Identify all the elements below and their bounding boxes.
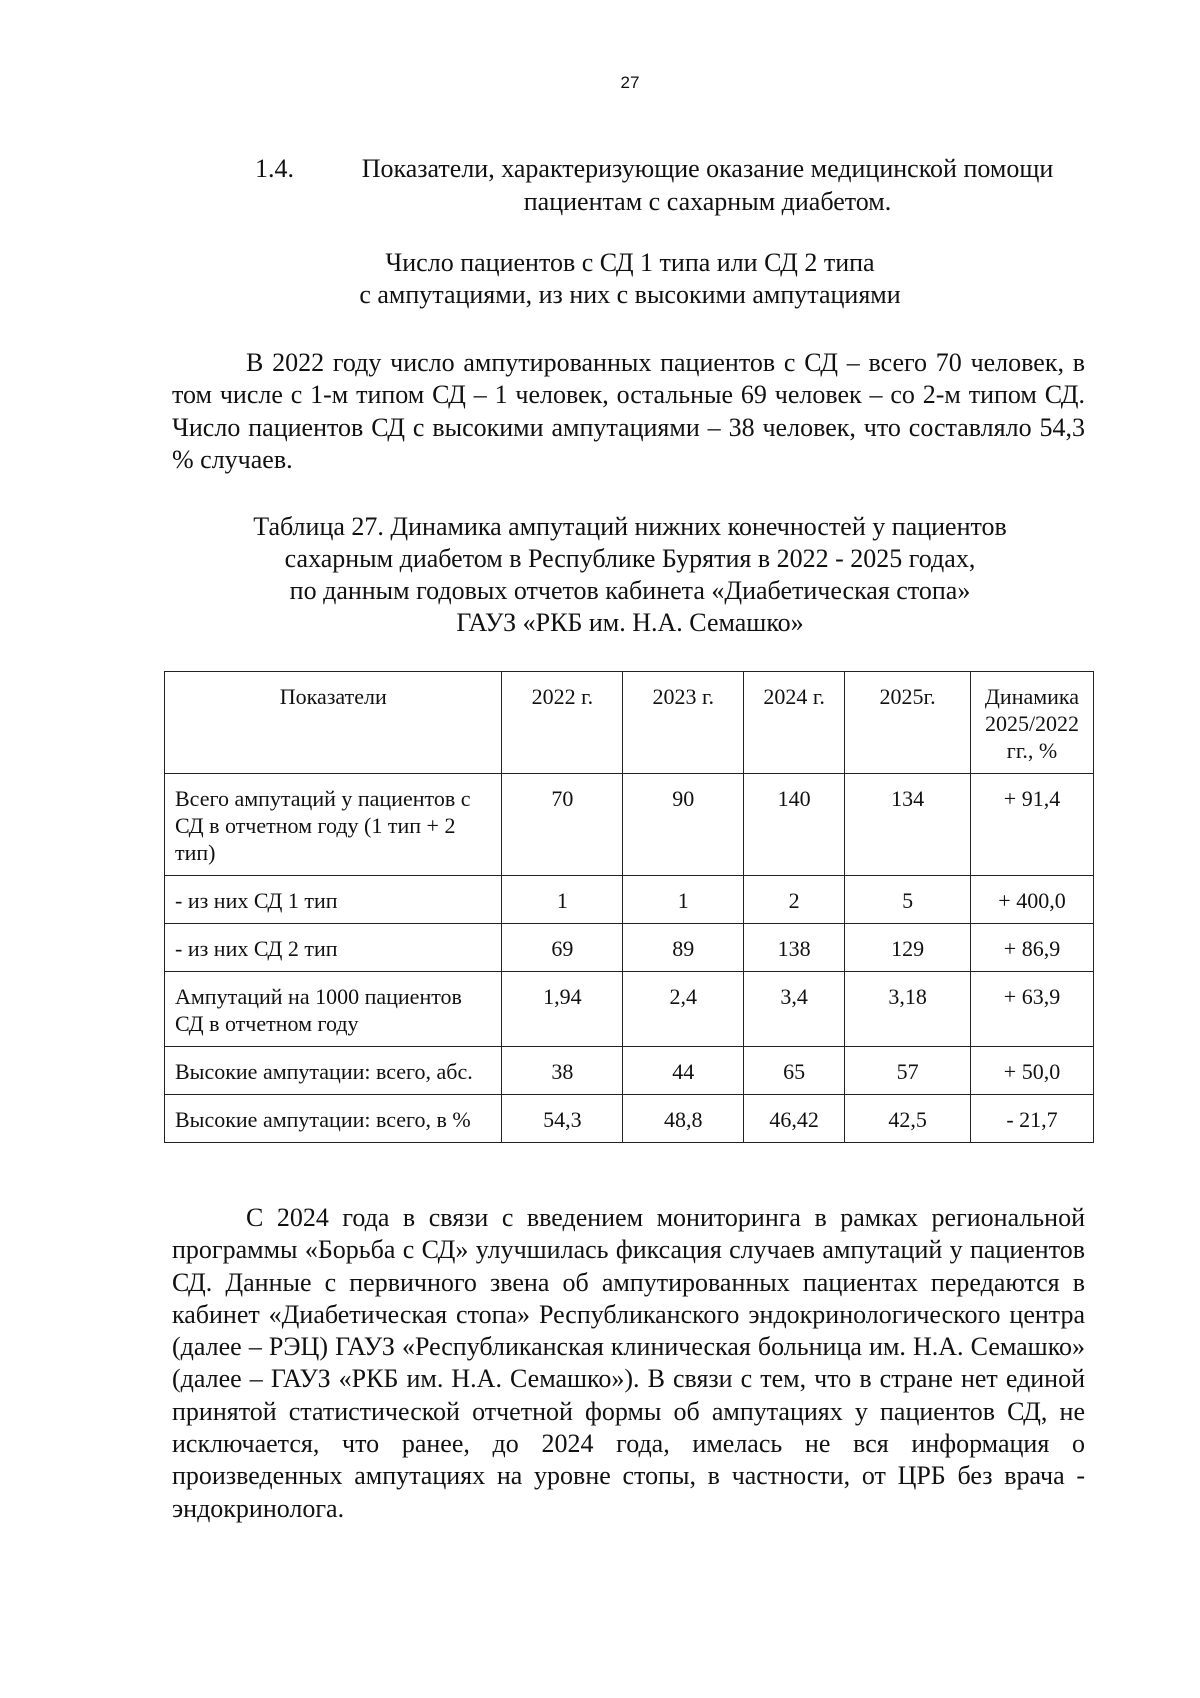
table-row: [165, 924, 1094, 972]
table-cell: 90: [623, 774, 744, 876]
table-cell: 46,42: [744, 1095, 845, 1143]
table-row: [165, 876, 1094, 924]
table-row: [165, 1095, 1094, 1143]
table-cell: 1: [502, 876, 623, 924]
table-cell: 42,5: [845, 1095, 971, 1143]
table-cell: 138: [744, 924, 845, 972]
table-cell: + 63,9: [971, 972, 1094, 1047]
section-title: Показатели, характеризующие оказание медицинской помощи пациентам с сахарным диабетом.: [361, 154, 1054, 216]
header-cell: 2024 г.: [744, 672, 845, 774]
header-cell: Динамика 2025/2022 гг., %: [971, 672, 1094, 774]
table-cell: 57: [845, 1047, 971, 1095]
header-cell: Показатели: [165, 672, 502, 774]
table-cell: 3,4: [744, 972, 845, 1047]
header-cell: 2025г.: [845, 672, 971, 774]
monitoring-paragraph: С 2024 года в связи с введением мониторинга в рамках региональной программы «Борьба с СД» улучшилась фиксация случаев ампутаций у пациентов СД. Данные с первичного звена об ампутированных пациентах передаются в кабинет «Диабетическая стопа» Республиканского эндокринологического центра (далее – РЭЦ) ГАУЗ «Республиканская клиническая больница им. Н.А. Семашко» (далее – ГАУЗ «РКБ им. Н.А. Семашко»). В связи с тем, что в стране нет единой принятой статистической отчетной формы об ампутациях у пациентов СД, не исключается, что ранее, до 2024 года, имелась не вся информация о произведенных ампутациях на уровне стопы, в частности, от ЦРБ без врача - эндокринолога.: [172, 1203, 1085, 1523]
table-cell: 3,18: [845, 972, 971, 1047]
section-heading: [255, 152, 1085, 218]
table-cell: + 91,4: [971, 774, 1094, 876]
table-cell: 129: [845, 924, 971, 972]
table-cell: 44: [623, 1047, 744, 1095]
subheading: [170, 247, 1090, 311]
table-caption: [170, 511, 1090, 639]
table-cell: 48,8: [623, 1095, 744, 1143]
table-cell: + 50,0: [971, 1047, 1094, 1095]
section-number: 1.4.: [255, 154, 294, 183]
amputation-table: [164, 671, 1094, 1143]
subheading-line-2: с ампутациями, из них с высокими ампутациями: [359, 280, 901, 309]
table-cell: 89: [623, 924, 744, 972]
table-cell: - 21,7: [971, 1095, 1094, 1143]
table-cell: 2,4: [623, 972, 744, 1047]
row-label: Всего ампутаций у пациентов с СД в отчетном году (1 тип + 2 тип): [165, 774, 502, 876]
page-number: 27: [620, 73, 640, 92]
subheading-line-1: Число пациентов с СД 1 типа или СД 2 типа: [385, 248, 875, 277]
table-cell: 38: [502, 1047, 623, 1095]
table-cell: + 400,0: [971, 876, 1094, 924]
caption-line-4: ГАУЗ «РКБ им. Н.А. Семашко»: [456, 608, 804, 637]
row-label: Высокие ампутации: всего, в %: [165, 1095, 502, 1143]
header-cell: 2023 г.: [623, 672, 744, 774]
table-cell: 54,3: [502, 1095, 623, 1143]
table-cell: 65: [744, 1047, 845, 1095]
table-header-row: [165, 672, 1094, 774]
table-cell: 2: [744, 876, 845, 924]
table-cell: 70: [502, 774, 623, 876]
table-row: [165, 1047, 1094, 1095]
table-row: [165, 774, 1094, 876]
row-label: Ампутаций на 1000 пациентов СД в отчетном году: [165, 972, 502, 1047]
intro-paragraph: В 2022 году число ампутированных пациентов с СД – всего 70 человек, в том числе с 1-м типом СД – 1 человек, остальные 69 человек – со 2-м типом СД. Число пациентов СД с высокими ампутациями – 38 человек, что составляло 54,3 % случаев.: [172, 348, 1085, 474]
table-cell: 1,94: [502, 972, 623, 1047]
table-cell: + 86,9: [971, 924, 1094, 972]
table-cell: 134: [845, 774, 971, 876]
header-cell: 2022 г.: [502, 672, 623, 774]
caption-line-3: по данным годовых отчетов кабинета «Диабетическая стопа»: [289, 576, 971, 605]
row-label: - из них СД 2 тип: [165, 924, 502, 972]
row-label: - из них СД 1 тип: [165, 876, 502, 924]
table-cell: 5: [845, 876, 971, 924]
caption-line-2: сахарным диабетом в Республике Бурятия в 2022 - 2025 годах,: [284, 544, 976, 573]
table-cell: 69: [502, 924, 623, 972]
table-cell: 140: [744, 774, 845, 876]
table-row: [165, 972, 1094, 1047]
row-label: Высокие ампутации: всего, абс.: [165, 1047, 502, 1095]
caption-line-1: Таблица 27. Динамика ампутаций нижних конечностей у пациентов: [253, 512, 1007, 541]
table-cell: 1: [623, 876, 744, 924]
